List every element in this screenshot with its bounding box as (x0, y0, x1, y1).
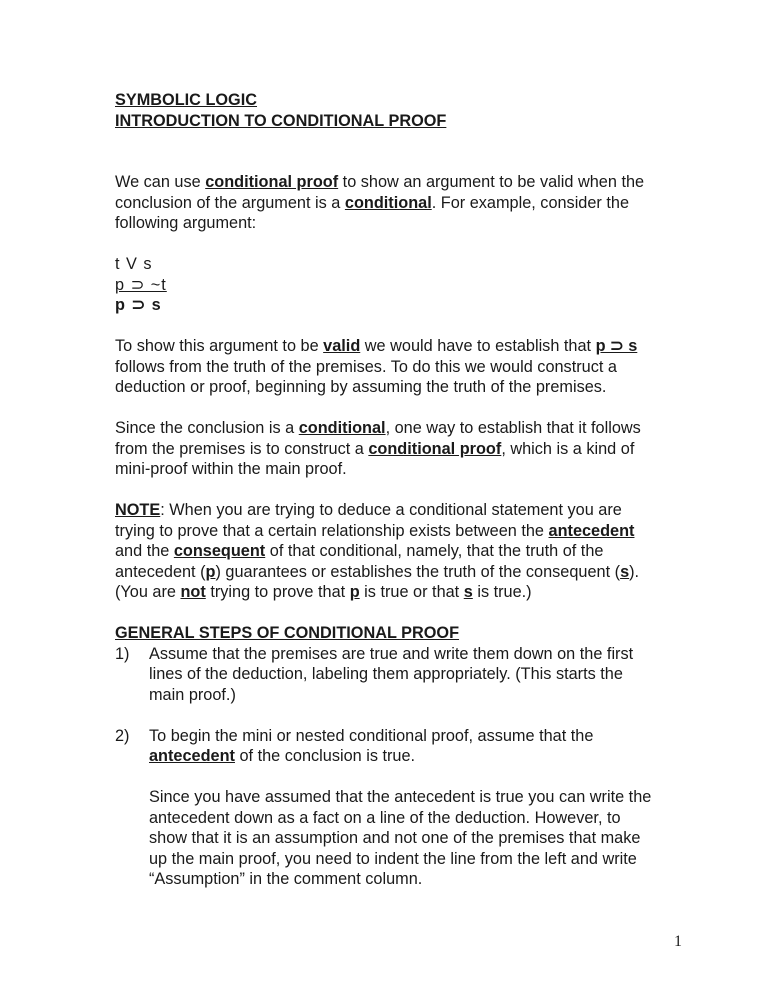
text: . For example, consider the (431, 193, 629, 212)
text: of that conditional, namely, that the truth of the (265, 542, 604, 560)
note-label: NOTE (115, 501, 161, 519)
var-s: s (463, 583, 473, 601)
var-s: s (620, 562, 630, 581)
text: deduction or proof, beginning by assuming the truth of the premises. (115, 378, 607, 396)
text: trying to prove that (205, 583, 350, 601)
term-antecedent: antecedent (149, 747, 235, 765)
paragraph-validity (115, 336, 715, 398)
text: ) guarantees or establishes the truth of the consequent ( (215, 562, 621, 581)
term-consequent: consequent (173, 542, 266, 560)
term-not: not (180, 583, 206, 601)
text: show that it is an assumption and not one of the premises that make (149, 829, 641, 847)
step-number: 2) (115, 726, 130, 745)
var-p: p (349, 583, 360, 601)
text: is true.) (472, 583, 532, 601)
text: up the main proof, you need to indent the line from the left and write (149, 849, 637, 868)
text: we would have to establish that (360, 337, 596, 355)
text: follows from the truth of the premises. To do this we would construct a (115, 357, 617, 376)
text: “Assumption” in the comment column. (149, 870, 423, 888)
text: ). (629, 562, 640, 581)
term-conditional-proof: conditional proof (368, 439, 502, 458)
text: to show an argument to be valid when the (338, 173, 645, 191)
var-p: p (205, 562, 216, 581)
text: of the conclusion is true. (234, 747, 416, 765)
text: : When you are trying to deduce a conditional statement you are (160, 501, 622, 519)
note-paragraph (115, 500, 715, 603)
text: and the (115, 542, 174, 560)
text: , which is a kind of (501, 439, 635, 458)
text: conclusion of the argument is a (115, 193, 345, 212)
text: trying to prove that a certain relationship exists between the (115, 521, 549, 540)
doc-title-line1: SYMBOLIC LOGIC (115, 91, 258, 109)
text: Since you have assumed that the antecedent is true you can write the (149, 788, 652, 806)
page-number: 1 (674, 933, 682, 950)
premise-2: p ⊃ ~t (115, 275, 167, 294)
text: Assume that the premises are true and write them down on the first (149, 644, 634, 663)
text: To show this argument to be (115, 337, 324, 355)
text: (You are (115, 583, 181, 601)
text: main proof.) (149, 685, 236, 704)
text: Since the conclusion is a (115, 419, 299, 437)
conclusion: p ⊃ s (115, 296, 162, 314)
steps-section (115, 623, 715, 890)
text: mini-proof within the main proof. (115, 460, 347, 478)
document-page (115, 90, 715, 890)
text: antecedent down as a fact on a line of the deduction. However, to (149, 808, 621, 827)
doc-title-line2: INTRODUCTION TO CONDITIONAL PROOF (115, 111, 447, 130)
argument-block (115, 254, 715, 316)
text: We can use (115, 173, 206, 191)
term-conditional: conditional (344, 193, 432, 212)
steps-heading: GENERAL STEPS OF CONDITIONAL PROOF (115, 624, 460, 642)
text: is true or that (359, 583, 464, 601)
intro-paragraph (115, 172, 715, 234)
step-1 (115, 644, 715, 706)
text: from the premises is to construct a (115, 439, 369, 458)
step-2 (115, 726, 715, 890)
term-antecedent: antecedent (548, 521, 635, 540)
step-number: 1) (115, 644, 130, 663)
term-conditional-proof: conditional proof (205, 173, 339, 191)
text: following argument: (115, 214, 257, 232)
premise-1: t V s (115, 255, 153, 273)
term-valid: valid (323, 337, 361, 355)
text: , one way to establish that it follows (385, 419, 641, 437)
text: To begin the mini or nested conditional proof, assume that the (149, 726, 594, 745)
term-p-implies-s: p ⊃ s (595, 337, 638, 355)
text: antecedent ( (115, 562, 206, 581)
paragraph-conditional (115, 418, 715, 480)
term-conditional: conditional (298, 419, 386, 437)
text: lines of the deduction, labeling them appropriately. (This starts the (149, 665, 623, 683)
